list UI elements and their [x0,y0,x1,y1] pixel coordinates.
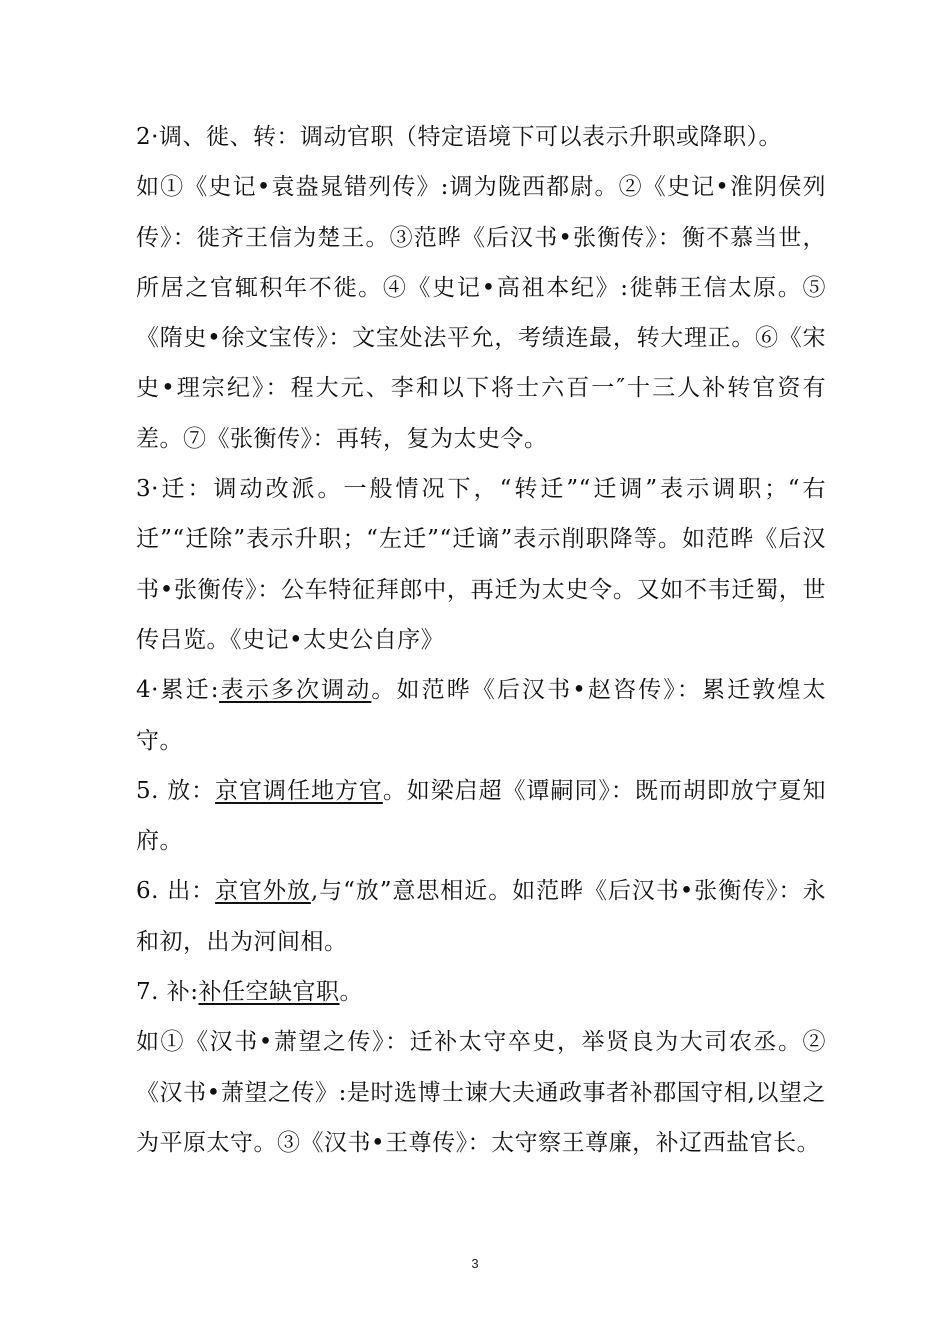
paragraph-4-leiqian [136,665,826,766]
underlined-definition: 补任空缺官职 [198,979,340,1006]
underlined-definition: 京官外放 [215,878,311,905]
document-body [136,112,826,1168]
paragraph-7-bu [136,967,826,1017]
underlined-definition: 表示多次调动 [219,677,372,704]
term-prefix: 6. 出： [136,878,216,905]
paragraph-2-examples: 如①《史记•袁盎晁错列传》:调为陇西都尉。②《史记•淮阴侯列传》：徙齐王信为楚王。③范晔《后汉书•张衡传》：衡不慕当世，所居之官辄积年不徙。④《史记•高祖本纪》:徙韩王信太原。⑤《隋史•徐文宝传》：文宝处法平允，考绩连最，转大理正。⑥《宋史•理宗纪》：程大元、李和以下将士六百一″十三人补转官资有差。⑦《张衡传》：再转，复为太史令。 [136,174,826,452]
paragraph-6-chu [136,866,826,967]
example-text: 。 [339,979,364,1006]
paragraph-3-qian: 3·迁：调动改派。一般情况下，“转迁”“迁调”表示调职；“右迁”“迁除”表示升职；“左迁”“迁谪”表示削职降等。如范晔《后汉书•张衡传》：公车特征拜郎中，再迁为太史令。又如不韦迁蜀，世传吕览。《史记•太史公自序》 [136,476,826,653]
term-prefix: 5. 放： [136,777,216,804]
page-number: 3 [471,1256,479,1271]
paragraph-2-heading: 2·调、徙、转：调动官职（特定语境下可以表示升职或降职）。 [136,124,782,150]
term-prefix: 7. 补: [136,979,199,1006]
example-text: 。如梁启超《谭嗣同》：既而胡即放宁夏知府。 [136,777,826,855]
example-text: ,与“放”意思相近。如范晔《后汉书•张衡传》：永和初，出为河间相。 [136,878,826,955]
term-prefix: 4·累迁: [136,677,220,704]
underlined-definition: 京官调任地方官 [215,777,383,804]
paragraph-5-fang [136,766,826,867]
paragraph-7-examples: 如①《汉书•萧望之传》：迁补太守卒史，举贤良为大司农丞。②《汉书•萧望之传》:是时选博士谏大夫通政事者补郡国守相,以望之为平原太守。③《汉书•王尊传》：太守察王尊廉，补辽西盐官长。 [136,1029,826,1156]
example-text: 。如范晔《后汉书•赵咨传》：累迁敦煌太守。 [136,677,826,754]
